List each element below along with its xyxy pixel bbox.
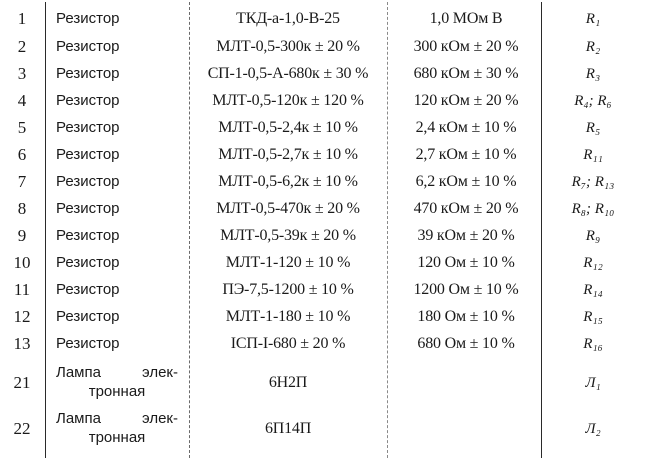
component-type: 6П14П [264, 420, 312, 437]
component-name: Резистор [56, 335, 120, 352]
row-number: 12 [13, 307, 31, 326]
component-type: МЛТ-1-180 ± 10 % [225, 308, 351, 325]
table-row [0, 34, 645, 60]
component-value: 2,4 кОм ± 10 % [415, 119, 517, 136]
component-type: ПЭ-7,5-1200 ± 10 % [222, 281, 354, 298]
component-value: 2,7 кОм ± 10 % [415, 146, 517, 163]
component-designation: R₃ [585, 66, 601, 82]
component-designation: R₇; R₁₃ [571, 174, 615, 190]
component-designation: R₁₁ [583, 147, 603, 163]
component-value: 300 кОм ± 20 % [413, 38, 519, 55]
row-number: 13 [13, 334, 31, 353]
table-row [0, 358, 645, 408]
component-designation: R₁₂ [583, 255, 603, 271]
component-name-word1: Лампа [56, 410, 101, 427]
row-number: 2 [17, 37, 27, 56]
component-type: ТКД-а-1,0-В-25 [236, 10, 340, 27]
component-type: МЛТ-0,5-6,2к ± 10 % [218, 173, 358, 190]
table-row [0, 88, 645, 114]
table-row [0, 61, 645, 87]
component-name-line1 [56, 363, 178, 382]
component-value [392, 404, 540, 454]
row-number: 3 [17, 64, 27, 83]
component-type: МЛТ-0,5-120к ± 120 % [212, 92, 364, 109]
component-designation: Л₂ [585, 421, 601, 437]
component-type: МЛТ-0,5-39к ± 20 % [220, 227, 356, 244]
table-row [0, 115, 645, 141]
component-name: Резистор [56, 281, 120, 298]
row-number: 8 [17, 199, 27, 218]
component-value: 180 Ом ± 10 % [417, 308, 515, 325]
table-row [0, 250, 645, 276]
component-name: Резистор [56, 227, 120, 244]
component-designation: R₉ [585, 228, 601, 244]
component-value [392, 358, 540, 408]
component-designation: R₅ [585, 120, 601, 136]
component-type: 6Н2П [268, 374, 308, 391]
component-designation: R₂ [585, 39, 601, 55]
component-value: 1,0 МОм В [429, 10, 503, 27]
row-number: 5 [17, 118, 27, 137]
component-name-line1 [56, 409, 178, 428]
table-row [0, 331, 645, 357]
table-row [0, 223, 645, 249]
table-row [0, 277, 645, 303]
component-designation: R₁₄ [583, 282, 603, 298]
component-name: Резистор [56, 308, 120, 325]
component-name: Резистор [56, 119, 120, 136]
component-designation: R₁₅ [583, 309, 603, 325]
component-type: МЛТ-0,5-300к ± 20 % [216, 38, 360, 55]
table-row [0, 196, 645, 222]
table-row [0, 169, 645, 195]
component-designation: Л₁ [585, 375, 601, 391]
row-number: 6 [17, 145, 27, 164]
component-type: МЛТ-0,5-2,7к ± 10 % [218, 146, 358, 163]
component-name-word1: Лампа [56, 364, 101, 381]
row-number: 4 [17, 91, 27, 110]
component-value: 680 кОм ± 30 % [413, 65, 519, 82]
component-type: СП-1-0,5-А-680к ± 30 % [207, 65, 369, 82]
component-type: МЛТ-0,5-2,4к ± 10 % [218, 119, 358, 136]
table-row [0, 404, 645, 454]
component-name-word2: элек- [142, 410, 178, 427]
component-name-line2: тронная [88, 383, 146, 400]
component-name: Резистор [56, 173, 120, 190]
component-name: Резистор [56, 92, 120, 109]
component-name-line2: тронная [88, 429, 146, 446]
component-designation: R₄; R₆ [574, 93, 612, 109]
component-name [56, 404, 178, 459]
component-value: 120 Ом ± 10 % [417, 254, 515, 271]
row-number: 7 [17, 172, 27, 191]
row-number: 1 [17, 9, 27, 28]
table-row [0, 6, 645, 32]
component-name: Резистор [56, 200, 120, 217]
row-number: 11 [13, 280, 31, 299]
table-row [0, 304, 645, 330]
component-name: Резистор [56, 146, 120, 163]
row-number: 21 [13, 373, 31, 392]
component-value: 6,2 кОм ± 10 % [415, 173, 517, 190]
component-type: МЛТ-0,5-470к ± 20 % [216, 200, 360, 217]
component-type: МЛТ-1-120 ± 10 % [225, 254, 351, 271]
component-value: 680 Ом ± 10 % [417, 335, 515, 352]
row-number: 10 [13, 253, 31, 272]
component-type: ІСП-І-680 ± 20 % [230, 335, 346, 352]
component-name: Резистор [56, 10, 120, 27]
component-designation: R₈; R₁₀ [571, 201, 615, 217]
component-value: 1200 Ом ± 10 % [413, 281, 519, 298]
component-value: 120 кОм ± 20 % [413, 92, 519, 109]
component-designation: R₁ [585, 11, 601, 27]
component-value: 470 кОм ± 20 % [413, 200, 519, 217]
row-number: 9 [17, 226, 27, 245]
component-value: 39 кОм ± 20 % [417, 227, 515, 244]
component-name: Резистор [56, 38, 120, 55]
row-number: 22 [13, 419, 31, 438]
component-designation: R₁₆ [583, 336, 603, 352]
component-name: Резистор [56, 254, 120, 271]
table-row [0, 142, 645, 168]
component-name: Резистор [56, 65, 120, 82]
component-name-word2: элек- [142, 364, 178, 381]
